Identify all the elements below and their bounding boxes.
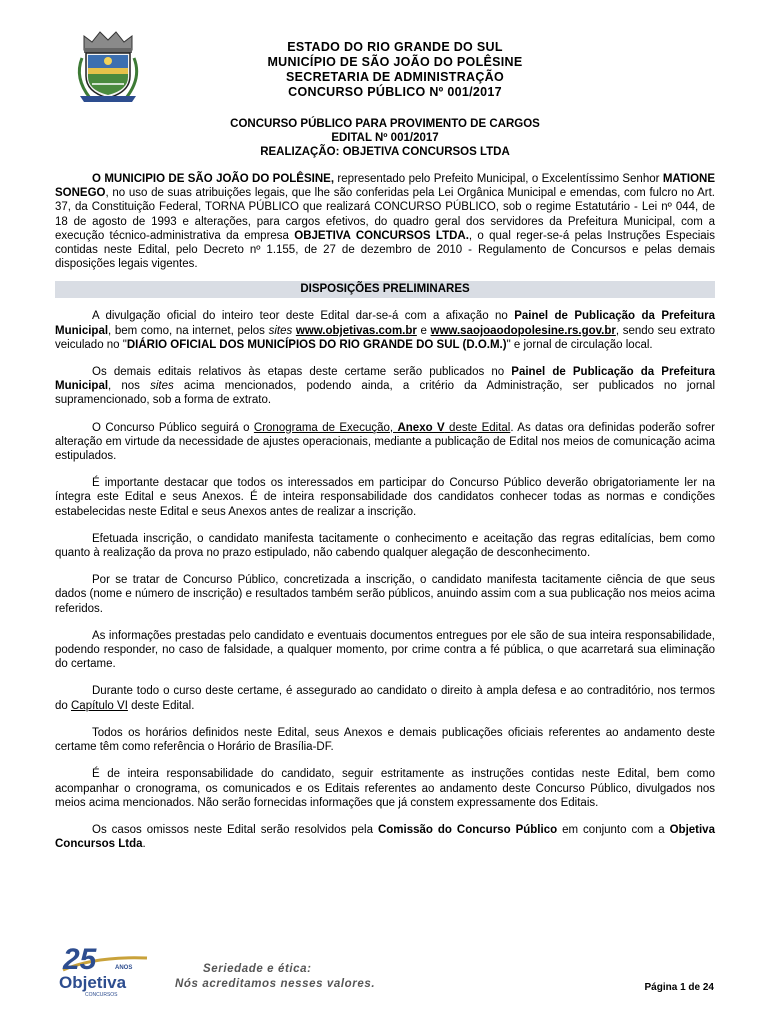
p2-text-1: Os demais editais relativos às etapas deste certame serão publicados no — [92, 366, 512, 379]
p11-bold-2: Objetiva Concursos Ltda — [55, 823, 715, 851]
p11-text-1: Os casos omissos neste Edital serão resolvidos pela — [92, 823, 378, 836]
p2-text-3: acima mencionados, podendo ainda, a critério da Administração, ser publicados no jornal supramencionado, sob a forma de extrato. — [55, 380, 715, 407]
subtitle-line-2: EDITAL Nº 001/2017 — [331, 132, 439, 144]
p1-italic-1: sites — [268, 324, 293, 337]
p1-text-5: , sendo seu extrato veiculado no " — [55, 324, 715, 351]
header-contest-number: CONCURSO PÚBLICO Nº 001/2017 — [288, 85, 502, 99]
p3-underline-2: deste Edital — [444, 421, 511, 434]
paragraph-4: É importante destacar que todos os interessados em participar do Concurso Público deverão obrigatoriamente ler na íntegra este Edital e seus Anexos. É de inteira responsabilidade dos candidatos conhecer todas as normas e condições estabelecidas neste Edital e seus Anexos antes de realizar a inscrição. — [55, 477, 715, 518]
intro-text-3: , o qual reger-se-á pelas Instruções Especiais contidas neste Edital, pelo Decreto nº 1.155, de 27 de dezembro de 2010 - Regulamento de Concursos e pelas demais disposições legais vigentes. — [55, 229, 715, 271]
p3-text-1: O Concurso Público seguirá o — [92, 421, 254, 434]
p8-text-1: Durante todo o curso deste certame, é assegurado ao candidato o direito à ampla defesa e ao contraditório, nos termos do — [55, 685, 715, 712]
p8-text-2: deste Edital. — [127, 699, 195, 712]
paragraph-9: Todos os horários definidos neste Edital, seus Anexos e demais publicações oficiais referentes ao andamento deste certame têm como referência o Horário de Brasília-DF. — [55, 726, 715, 754]
intro-text-1: representado pelo Prefeito Municipal, o Excelentíssimo Senhor — [334, 173, 663, 185]
intro-text-2: , no uso de suas atribuições legais, que lhe são conferidas pela Lei Orgânica Municipal e emendas, com fulcro no Art. 37, da Constituição Federal, TORNA PÚBLICO que realizará CONCURSO PÚBLICO, sob o regime Estatutário - Lei nº 044, de 18 de agosto de 1993 e alterações, para cargos efetivos, do quadro geral dos servidores da Prefeitura Municipal, com a execução técnico-administrativa da empresa — [55, 187, 715, 242]
p2-italic-1: sites — [150, 380, 174, 393]
p2-text-2: , nos — [108, 380, 151, 393]
p8-chapter-ref: Capítulo VI — [71, 699, 128, 712]
intro-bold-1: O MUNICIPIO DE SÃO JOÃO DO POLÊSINE, — [92, 173, 335, 185]
p1-bold-1: Painel de Publicação da Prefeitura Municipal — [55, 310, 716, 337]
paragraph-10: É de inteira responsabilidade do candidato, seguir estritamente as instruções contidas neste Edital, bem como acompanhar o cronograma, os comunicados e os Editais referentes ao andamento deste Concurso Público, divulgados nos meios acima mencionados. Não serão fornecidas informações que já constem expressamente dos Editais. — [55, 768, 715, 809]
document-body — [55, 172, 715, 864]
p1-text-4: e — [416, 324, 431, 337]
p11-text-2: em conjunto com a — [557, 823, 670, 836]
intro-paragraph — [55, 172, 715, 271]
slogan-line-2: Nós acreditamos nesses valores. — [175, 978, 376, 990]
p11-text-3: . — [142, 838, 146, 851]
document-header — [160, 40, 630, 100]
paragraph-2 — [55, 365, 715, 408]
section-title: DISPOSIÇÕES PRELIMINARES — [55, 281, 715, 298]
page-number: Página 1 de 24 — [644, 982, 714, 993]
municipality-link[interactable]: www.saojoaodopolesine.rs.gov.br — [430, 324, 616, 337]
p1-text-1: A divulgação oficial do inteiro teor deste Edital dar-se-á com a afixação no — [92, 310, 515, 323]
p11-bold-1: Comissão do Concurso Público — [377, 823, 558, 836]
p1-text-6: " e jornal de circulação local. — [506, 338, 653, 351]
footer-slogan — [175, 962, 375, 992]
header-municipality: MUNICÍPIO DE SÃO JOÃO DO POLÊSINE — [267, 55, 523, 69]
header-state: ESTADO DO RIO GRANDE DO SUL — [287, 40, 503, 54]
logo-name: Objetiva — [59, 973, 127, 992]
paragraph-7: As informações prestadas pelo candidato e eventuais documentos entregues por ele são de sua inteira responsabilidade, podendo responder, no caso de falsidade, a qualquer momento, por crime contra a fé pública, o que acarretará sua eliminação do certame. — [55, 629, 715, 671]
objetivas-link[interactable]: www.objetivas.com.br — [295, 324, 417, 337]
p3-text-2: . As datas ora definidas poderão sofrer alteração em virtude da necessidade de ajustes operacionais, mediante a publicação de Edital nos meios de comunicação acima estipulados. — [55, 421, 716, 463]
slogan-line-1: Seriedade e ética: — [203, 963, 312, 975]
p2-bold-1: Painel de Publicação da Prefeitura Municipal — [55, 366, 715, 393]
municipal-crest-emblem — [70, 28, 146, 104]
paragraph-3 — [55, 421, 715, 464]
paragraph-1 — [55, 309, 715, 352]
paragraph-5: Efetuada inscrição, o candidato manifesta tacitamente o conhecimento e aceitação das regras editalícias, bem como quanto à realização da prova no prazo estipulado, não cabendo qualquer alegação de desconhecimento. — [55, 532, 715, 560]
logo-anos: ANOS — [115, 965, 133, 971]
intro-bold-3: OBJETIVA CONCURSOS LTDA. — [294, 229, 469, 242]
paragraph-6: Por se tratar de Concurso Público, concretizada a inscrição, o candidato manifesta tacitamente ciência de que seus dados (nome e número de inscrição) e resultados também serão públicos, anuindo assim com a sua publicação nos meios acima referidos. — [55, 574, 715, 615]
p1-bold-2: DIÁRIO OFICIAL DOS MUNICÍPIOS DO RIO GRANDE DO SUL (D.O.M.) — [126, 338, 507, 351]
p3-underline-1: Cronograma de Execução, — [253, 421, 398, 434]
paragraph-8 — [55, 684, 715, 712]
header-secretariat: SECRETARIA DE ADMINISTRAÇÃO — [285, 70, 505, 84]
p3-annex-ref: Anexo V — [397, 421, 445, 434]
logo-number: 25 — [63, 943, 97, 976]
subtitle-line-3: REALIZAÇÃO: OBJETIVA CONCURSOS LTDA — [260, 146, 510, 158]
subtitle-line-1: CONCURSO PÚBLICO PARA PROVIMENTO DE CARGOS — [230, 118, 540, 130]
intro-bold-2: MATIONE SONEGO — [55, 173, 715, 200]
paragraph-11 — [55, 823, 715, 851]
p1-text-2: , bem como, na internet, pelos — [108, 324, 269, 337]
edital-subtitle — [55, 117, 715, 159]
logo-small: CONCURSOS — [85, 992, 118, 998]
